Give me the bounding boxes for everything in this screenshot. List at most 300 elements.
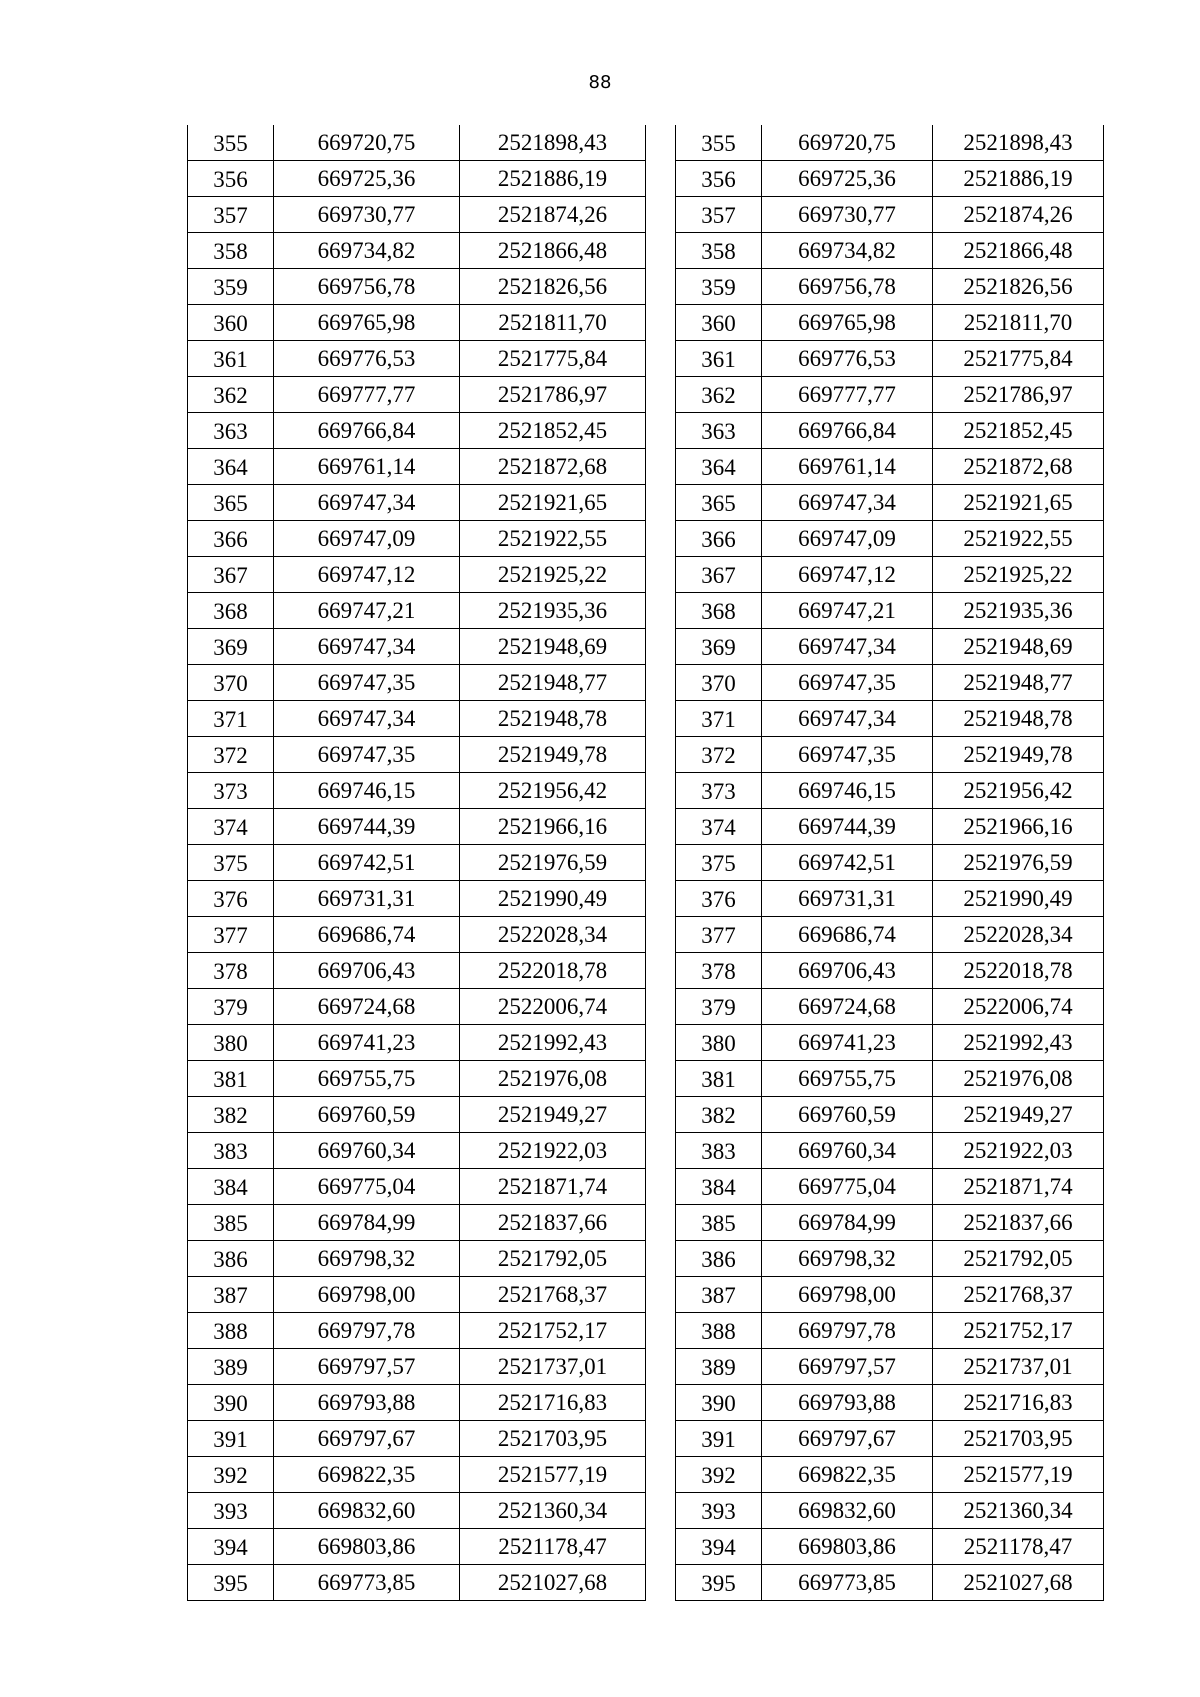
x-coordinate-cell: 669798,00 <box>762 1277 933 1313</box>
y-coordinate-cell: 2521925,22 <box>933 557 1104 593</box>
y-coordinate-cell: 2521178,47 <box>933 1529 1104 1565</box>
x-coordinate-cell: 669744,39 <box>274 809 460 845</box>
y-coordinate-cell: 2521898,43 <box>460 125 646 161</box>
point-number-cell: 364 <box>676 449 762 485</box>
table-row <box>676 377 1104 413</box>
x-coordinate-cell: 669760,34 <box>274 1133 460 1169</box>
y-coordinate-cell: 2521956,42 <box>460 773 646 809</box>
point-number-cell: 368 <box>188 593 274 629</box>
y-coordinate-cell: 2521874,26 <box>933 197 1104 233</box>
point-number-cell: 371 <box>188 701 274 737</box>
x-coordinate-cell: 669777,77 <box>762 377 933 413</box>
x-coordinate-cell: 669747,12 <box>762 557 933 593</box>
table-row <box>676 341 1104 377</box>
table-row <box>676 413 1104 449</box>
y-coordinate-cell: 2521577,19 <box>460 1457 646 1493</box>
point-number-cell: 388 <box>676 1313 762 1349</box>
point-number-cell: 387 <box>676 1277 762 1313</box>
point-number-cell: 360 <box>676 305 762 341</box>
x-coordinate-cell: 669686,74 <box>762 917 933 953</box>
table-row <box>676 1493 1104 1529</box>
table-row <box>676 773 1104 809</box>
point-number-cell: 382 <box>188 1097 274 1133</box>
point-number-cell: 356 <box>676 161 762 197</box>
table-row <box>676 1529 1104 1565</box>
x-coordinate-cell: 669747,34 <box>274 629 460 665</box>
x-coordinate-cell: 669765,98 <box>274 305 460 341</box>
y-coordinate-cell: 2521811,70 <box>933 305 1104 341</box>
y-coordinate-cell: 2521703,95 <box>460 1421 646 1457</box>
point-number-cell: 369 <box>676 629 762 665</box>
point-number-cell: 357 <box>676 197 762 233</box>
x-coordinate-cell: 669747,35 <box>274 737 460 773</box>
point-number-cell: 391 <box>188 1421 274 1457</box>
table-row <box>676 1385 1104 1421</box>
x-coordinate-cell: 669777,77 <box>274 377 460 413</box>
y-coordinate-cell: 2521786,97 <box>460 377 646 413</box>
x-coordinate-cell: 669747,34 <box>274 485 460 521</box>
point-number-cell: 374 <box>676 809 762 845</box>
table-row <box>676 953 1104 989</box>
table-row <box>188 1025 646 1061</box>
point-number-cell: 363 <box>676 413 762 449</box>
table-row <box>188 521 646 557</box>
y-coordinate-cell: 2521886,19 <box>460 161 646 197</box>
y-coordinate-cell: 2522018,78 <box>933 953 1104 989</box>
table-row <box>188 1205 646 1241</box>
table-row <box>188 269 646 305</box>
x-coordinate-cell: 669731,31 <box>274 881 460 917</box>
x-coordinate-cell: 669760,59 <box>274 1097 460 1133</box>
y-coordinate-cell: 2522018,78 <box>460 953 646 989</box>
point-number-cell: 355 <box>188 125 274 161</box>
point-number-cell: 395 <box>188 1565 274 1601</box>
table-row <box>676 1061 1104 1097</box>
x-coordinate-cell: 669706,43 <box>274 953 460 989</box>
table-row <box>188 737 646 773</box>
x-coordinate-cell: 669730,77 <box>762 197 933 233</box>
y-coordinate-cell: 2521871,74 <box>933 1169 1104 1205</box>
point-number-cell: 377 <box>188 917 274 953</box>
x-coordinate-cell: 669720,75 <box>274 125 460 161</box>
point-number-cell: 383 <box>188 1133 274 1169</box>
point-number-cell: 365 <box>188 485 274 521</box>
x-coordinate-cell: 669747,35 <box>762 665 933 701</box>
x-coordinate-cell: 669793,88 <box>762 1385 933 1421</box>
point-number-cell: 378 <box>188 953 274 989</box>
y-coordinate-cell: 2521866,48 <box>933 233 1104 269</box>
x-coordinate-cell: 669784,99 <box>762 1205 933 1241</box>
point-number-cell: 369 <box>188 629 274 665</box>
point-number-cell: 380 <box>188 1025 274 1061</box>
x-coordinate-cell: 669798,00 <box>274 1277 460 1313</box>
x-coordinate-cell: 669747,09 <box>762 521 933 557</box>
x-coordinate-cell: 669803,86 <box>762 1529 933 1565</box>
x-coordinate-cell: 669725,36 <box>274 161 460 197</box>
y-coordinate-cell: 2521992,43 <box>933 1025 1104 1061</box>
x-coordinate-cell: 669797,57 <box>762 1349 933 1385</box>
y-coordinate-cell: 2521922,03 <box>460 1133 646 1169</box>
x-coordinate-cell: 669776,53 <box>274 341 460 377</box>
table-row <box>676 305 1104 341</box>
table-row <box>188 1565 646 1601</box>
y-coordinate-cell: 2521948,77 <box>460 665 646 701</box>
point-number-cell: 393 <box>676 1493 762 1529</box>
y-coordinate-cell: 2521768,37 <box>933 1277 1104 1313</box>
table-row <box>676 1277 1104 1313</box>
table-row <box>188 1097 646 1133</box>
table-row <box>676 1241 1104 1277</box>
table-row <box>188 413 646 449</box>
point-number-cell: 362 <box>676 377 762 413</box>
point-number-cell: 390 <box>188 1385 274 1421</box>
x-coordinate-cell: 669761,14 <box>762 449 933 485</box>
table-row <box>188 1277 646 1313</box>
y-coordinate-cell: 2521922,55 <box>933 521 1104 557</box>
table-row <box>676 557 1104 593</box>
table-row <box>188 233 646 269</box>
x-coordinate-cell: 669760,34 <box>762 1133 933 1169</box>
x-coordinate-cell: 669746,15 <box>274 773 460 809</box>
y-coordinate-cell: 2521360,34 <box>933 1493 1104 1529</box>
point-number-cell: 357 <box>188 197 274 233</box>
y-coordinate-cell: 2521966,16 <box>933 809 1104 845</box>
y-coordinate-cell: 2521786,97 <box>933 377 1104 413</box>
point-number-cell: 373 <box>676 773 762 809</box>
table-row <box>676 737 1104 773</box>
point-number-cell: 379 <box>188 989 274 1025</box>
y-coordinate-cell: 2521866,48 <box>460 233 646 269</box>
point-number-cell: 371 <box>676 701 762 737</box>
point-number-cell: 384 <box>676 1169 762 1205</box>
y-coordinate-cell: 2522006,74 <box>460 989 646 1025</box>
y-coordinate-cell: 2521976,59 <box>933 845 1104 881</box>
table-row <box>188 1385 646 1421</box>
x-coordinate-cell: 669760,59 <box>762 1097 933 1133</box>
x-coordinate-cell: 669798,32 <box>762 1241 933 1277</box>
y-coordinate-cell: 2521852,45 <box>460 413 646 449</box>
y-coordinate-cell: 2522028,34 <box>460 917 646 953</box>
y-coordinate-cell: 2521792,05 <box>460 1241 646 1277</box>
table-row <box>676 161 1104 197</box>
x-coordinate-cell: 669747,35 <box>762 737 933 773</box>
page-number: 88 <box>588 72 612 93</box>
table-row <box>676 1097 1104 1133</box>
point-number-cell: 370 <box>676 665 762 701</box>
table-row <box>188 593 646 629</box>
x-coordinate-cell: 669744,39 <box>762 809 933 845</box>
x-coordinate-cell: 669747,34 <box>762 485 933 521</box>
x-coordinate-cell: 669747,35 <box>274 665 460 701</box>
x-coordinate-cell: 669765,98 <box>762 305 933 341</box>
x-coordinate-cell: 669706,43 <box>762 953 933 989</box>
y-coordinate-cell: 2521886,19 <box>933 161 1104 197</box>
y-coordinate-cell: 2521948,77 <box>933 665 1104 701</box>
table-row <box>676 521 1104 557</box>
y-coordinate-cell: 2521027,68 <box>460 1565 646 1601</box>
point-number-cell: 383 <box>676 1133 762 1169</box>
x-coordinate-cell: 669793,88 <box>274 1385 460 1421</box>
x-coordinate-cell: 669797,78 <box>274 1313 460 1349</box>
x-coordinate-cell: 669756,78 <box>274 269 460 305</box>
table-row <box>676 233 1104 269</box>
x-coordinate-cell: 669755,75 <box>274 1061 460 1097</box>
point-number-cell: 389 <box>188 1349 274 1385</box>
table-row <box>188 845 646 881</box>
y-coordinate-cell: 2521948,78 <box>933 701 1104 737</box>
table-row <box>188 1493 646 1529</box>
y-coordinate-cell: 2521949,27 <box>460 1097 646 1133</box>
point-number-cell: 375 <box>188 845 274 881</box>
table-row <box>188 701 646 737</box>
table-row <box>188 1421 646 1457</box>
x-coordinate-cell: 669731,31 <box>762 881 933 917</box>
y-coordinate-cell: 2521775,84 <box>460 341 646 377</box>
x-coordinate-cell: 669798,32 <box>274 1241 460 1277</box>
point-number-cell: 385 <box>188 1205 274 1241</box>
x-coordinate-cell: 669734,82 <box>762 233 933 269</box>
table-row <box>188 989 646 1025</box>
y-coordinate-cell: 2521811,70 <box>460 305 646 341</box>
table-row <box>188 629 646 665</box>
y-coordinate-cell: 2521948,78 <box>460 701 646 737</box>
x-coordinate-cell: 669803,86 <box>274 1529 460 1565</box>
table-row <box>188 665 646 701</box>
y-coordinate-cell: 2521826,56 <box>460 269 646 305</box>
x-coordinate-cell: 669734,82 <box>274 233 460 269</box>
point-number-cell: 381 <box>676 1061 762 1097</box>
point-number-cell: 372 <box>188 737 274 773</box>
table-row <box>188 197 646 233</box>
point-number-cell: 362 <box>188 377 274 413</box>
table-row <box>676 989 1104 1025</box>
y-coordinate-cell: 2521976,08 <box>460 1061 646 1097</box>
table-row <box>676 1457 1104 1493</box>
point-number-cell: 366 <box>188 521 274 557</box>
point-number-cell: 388 <box>188 1313 274 1349</box>
table-row <box>676 1313 1104 1349</box>
y-coordinate-cell: 2521935,36 <box>933 593 1104 629</box>
point-number-cell: 394 <box>188 1529 274 1565</box>
table-row <box>188 449 646 485</box>
x-coordinate-cell: 669747,34 <box>762 701 933 737</box>
y-coordinate-cell: 2521922,03 <box>933 1133 1104 1169</box>
y-coordinate-cell: 2521837,66 <box>933 1205 1104 1241</box>
point-number-cell: 370 <box>188 665 274 701</box>
table-row <box>188 305 646 341</box>
point-number-cell: 389 <box>676 1349 762 1385</box>
table-row <box>676 665 1104 701</box>
y-coordinate-cell: 2521992,43 <box>460 1025 646 1061</box>
x-coordinate-cell: 669797,57 <box>274 1349 460 1385</box>
table-row <box>188 917 646 953</box>
y-coordinate-cell: 2521703,95 <box>933 1421 1104 1457</box>
table-row <box>188 773 646 809</box>
table-row <box>188 485 646 521</box>
x-coordinate-cell: 669776,53 <box>762 341 933 377</box>
table-row <box>188 341 646 377</box>
point-number-cell: 366 <box>676 521 762 557</box>
point-number-cell: 374 <box>188 809 274 845</box>
table-row <box>188 125 646 161</box>
point-number-cell: 385 <box>676 1205 762 1241</box>
point-number-cell: 365 <box>676 485 762 521</box>
point-number-cell: 394 <box>676 1529 762 1565</box>
point-number-cell: 361 <box>676 341 762 377</box>
table-row <box>676 485 1104 521</box>
x-coordinate-cell: 669724,68 <box>762 989 933 1025</box>
y-coordinate-cell: 2521768,37 <box>460 1277 646 1313</box>
y-coordinate-cell: 2521178,47 <box>460 1529 646 1565</box>
table-row <box>676 1205 1104 1241</box>
x-coordinate-cell: 669747,34 <box>762 629 933 665</box>
table-row <box>676 845 1104 881</box>
table-row <box>188 1133 646 1169</box>
x-coordinate-cell: 669686,74 <box>274 917 460 953</box>
x-coordinate-cell: 669747,12 <box>274 557 460 593</box>
table-row <box>188 953 646 989</box>
point-number-cell: 364 <box>188 449 274 485</box>
point-number-cell: 356 <box>188 161 274 197</box>
x-coordinate-cell: 669832,60 <box>274 1493 460 1529</box>
point-number-cell: 381 <box>188 1061 274 1097</box>
y-coordinate-cell: 2521898,43 <box>933 125 1104 161</box>
x-coordinate-cell: 669761,14 <box>274 449 460 485</box>
table-row <box>188 1313 646 1349</box>
table-row <box>676 1349 1104 1385</box>
point-number-cell: 378 <box>676 953 762 989</box>
table-row <box>676 1421 1104 1457</box>
point-number-cell: 375 <box>676 845 762 881</box>
table-row <box>676 809 1104 845</box>
y-coordinate-cell: 2521792,05 <box>933 1241 1104 1277</box>
point-number-cell: 355 <box>676 125 762 161</box>
point-number-cell: 367 <box>188 557 274 593</box>
table-row <box>676 1565 1104 1601</box>
y-coordinate-cell: 2521852,45 <box>933 413 1104 449</box>
x-coordinate-cell: 669747,21 <box>274 593 460 629</box>
x-coordinate-cell: 669784,99 <box>274 1205 460 1241</box>
point-number-cell: 376 <box>188 881 274 917</box>
table-row <box>676 197 1104 233</box>
x-coordinate-cell: 669720,75 <box>762 125 933 161</box>
point-number-cell: 358 <box>676 233 762 269</box>
x-coordinate-cell: 669746,15 <box>762 773 933 809</box>
point-number-cell: 359 <box>188 269 274 305</box>
y-coordinate-cell: 2521716,83 <box>933 1385 1104 1421</box>
y-coordinate-cell: 2521872,68 <box>460 449 646 485</box>
y-coordinate-cell: 2521752,17 <box>933 1313 1104 1349</box>
x-coordinate-cell: 669742,51 <box>274 845 460 881</box>
y-coordinate-cell: 2521949,27 <box>933 1097 1104 1133</box>
point-number-cell: 373 <box>188 773 274 809</box>
x-coordinate-cell: 669724,68 <box>274 989 460 1025</box>
y-coordinate-cell: 2521872,68 <box>933 449 1104 485</box>
point-number-cell: 391 <box>676 1421 762 1457</box>
point-number-cell: 392 <box>676 1457 762 1493</box>
x-coordinate-cell: 669741,23 <box>762 1025 933 1061</box>
point-number-cell: 359 <box>676 269 762 305</box>
table-row <box>188 881 646 917</box>
x-coordinate-cell: 669797,67 <box>762 1421 933 1457</box>
y-coordinate-cell: 2521976,08 <box>933 1061 1104 1097</box>
point-number-cell: 361 <box>188 341 274 377</box>
table-row <box>676 1169 1104 1205</box>
y-coordinate-cell: 2521716,83 <box>460 1385 646 1421</box>
x-coordinate-cell: 669730,77 <box>274 197 460 233</box>
point-number-cell: 393 <box>188 1493 274 1529</box>
x-coordinate-cell: 669756,78 <box>762 269 933 305</box>
table-row <box>676 701 1104 737</box>
table-row <box>188 557 646 593</box>
y-coordinate-cell: 2521577,19 <box>933 1457 1104 1493</box>
table-row <box>676 125 1104 161</box>
y-coordinate-cell: 2521837,66 <box>460 1205 646 1241</box>
table-row <box>188 377 646 413</box>
table-row <box>188 1349 646 1385</box>
y-coordinate-cell: 2521752,17 <box>460 1313 646 1349</box>
y-coordinate-cell: 2521990,49 <box>460 881 646 917</box>
y-coordinate-cell: 2521922,55 <box>460 521 646 557</box>
y-coordinate-cell: 2521935,36 <box>460 593 646 629</box>
y-coordinate-cell: 2522028,34 <box>933 917 1104 953</box>
y-coordinate-cell: 2521949,78 <box>460 737 646 773</box>
x-coordinate-cell: 669773,85 <box>762 1565 933 1601</box>
x-coordinate-cell: 669775,04 <box>762 1169 933 1205</box>
table-row <box>676 269 1104 305</box>
x-coordinate-cell: 669741,23 <box>274 1025 460 1061</box>
point-number-cell: 376 <box>676 881 762 917</box>
y-coordinate-cell: 2521966,16 <box>460 809 646 845</box>
table-row <box>676 629 1104 665</box>
y-coordinate-cell: 2521976,59 <box>460 845 646 881</box>
x-coordinate-cell: 669797,78 <box>762 1313 933 1349</box>
x-coordinate-cell: 669747,09 <box>274 521 460 557</box>
point-number-cell: 379 <box>676 989 762 1025</box>
x-coordinate-cell: 669766,84 <box>762 413 933 449</box>
x-coordinate-cell: 669797,67 <box>274 1421 460 1457</box>
table-row <box>188 1061 646 1097</box>
x-coordinate-cell: 669822,35 <box>762 1457 933 1493</box>
x-coordinate-cell: 669747,21 <box>762 593 933 629</box>
x-coordinate-cell: 669832,60 <box>762 1493 933 1529</box>
table-row <box>188 1457 646 1493</box>
table-row <box>188 1241 646 1277</box>
point-number-cell: 384 <box>188 1169 274 1205</box>
table-row <box>188 161 646 197</box>
x-coordinate-cell: 669766,84 <box>274 413 460 449</box>
point-number-cell: 382 <box>676 1097 762 1133</box>
y-coordinate-cell: 2521990,49 <box>933 881 1104 917</box>
y-coordinate-cell: 2521948,69 <box>933 629 1104 665</box>
y-coordinate-cell: 2522006,74 <box>933 989 1104 1025</box>
point-number-cell: 377 <box>676 917 762 953</box>
point-number-cell: 386 <box>676 1241 762 1277</box>
point-number-cell: 390 <box>676 1385 762 1421</box>
table-row <box>188 809 646 845</box>
x-coordinate-cell: 669725,36 <box>762 161 933 197</box>
table-row <box>188 1529 646 1565</box>
table-row <box>676 449 1104 485</box>
y-coordinate-cell: 2521921,65 <box>933 485 1104 521</box>
coordinates-table-left <box>187 125 646 1601</box>
point-number-cell: 360 <box>188 305 274 341</box>
y-coordinate-cell: 2521775,84 <box>933 341 1104 377</box>
point-number-cell: 386 <box>188 1241 274 1277</box>
y-coordinate-cell: 2521925,22 <box>460 557 646 593</box>
x-coordinate-cell: 669747,34 <box>274 701 460 737</box>
point-number-cell: 372 <box>676 737 762 773</box>
